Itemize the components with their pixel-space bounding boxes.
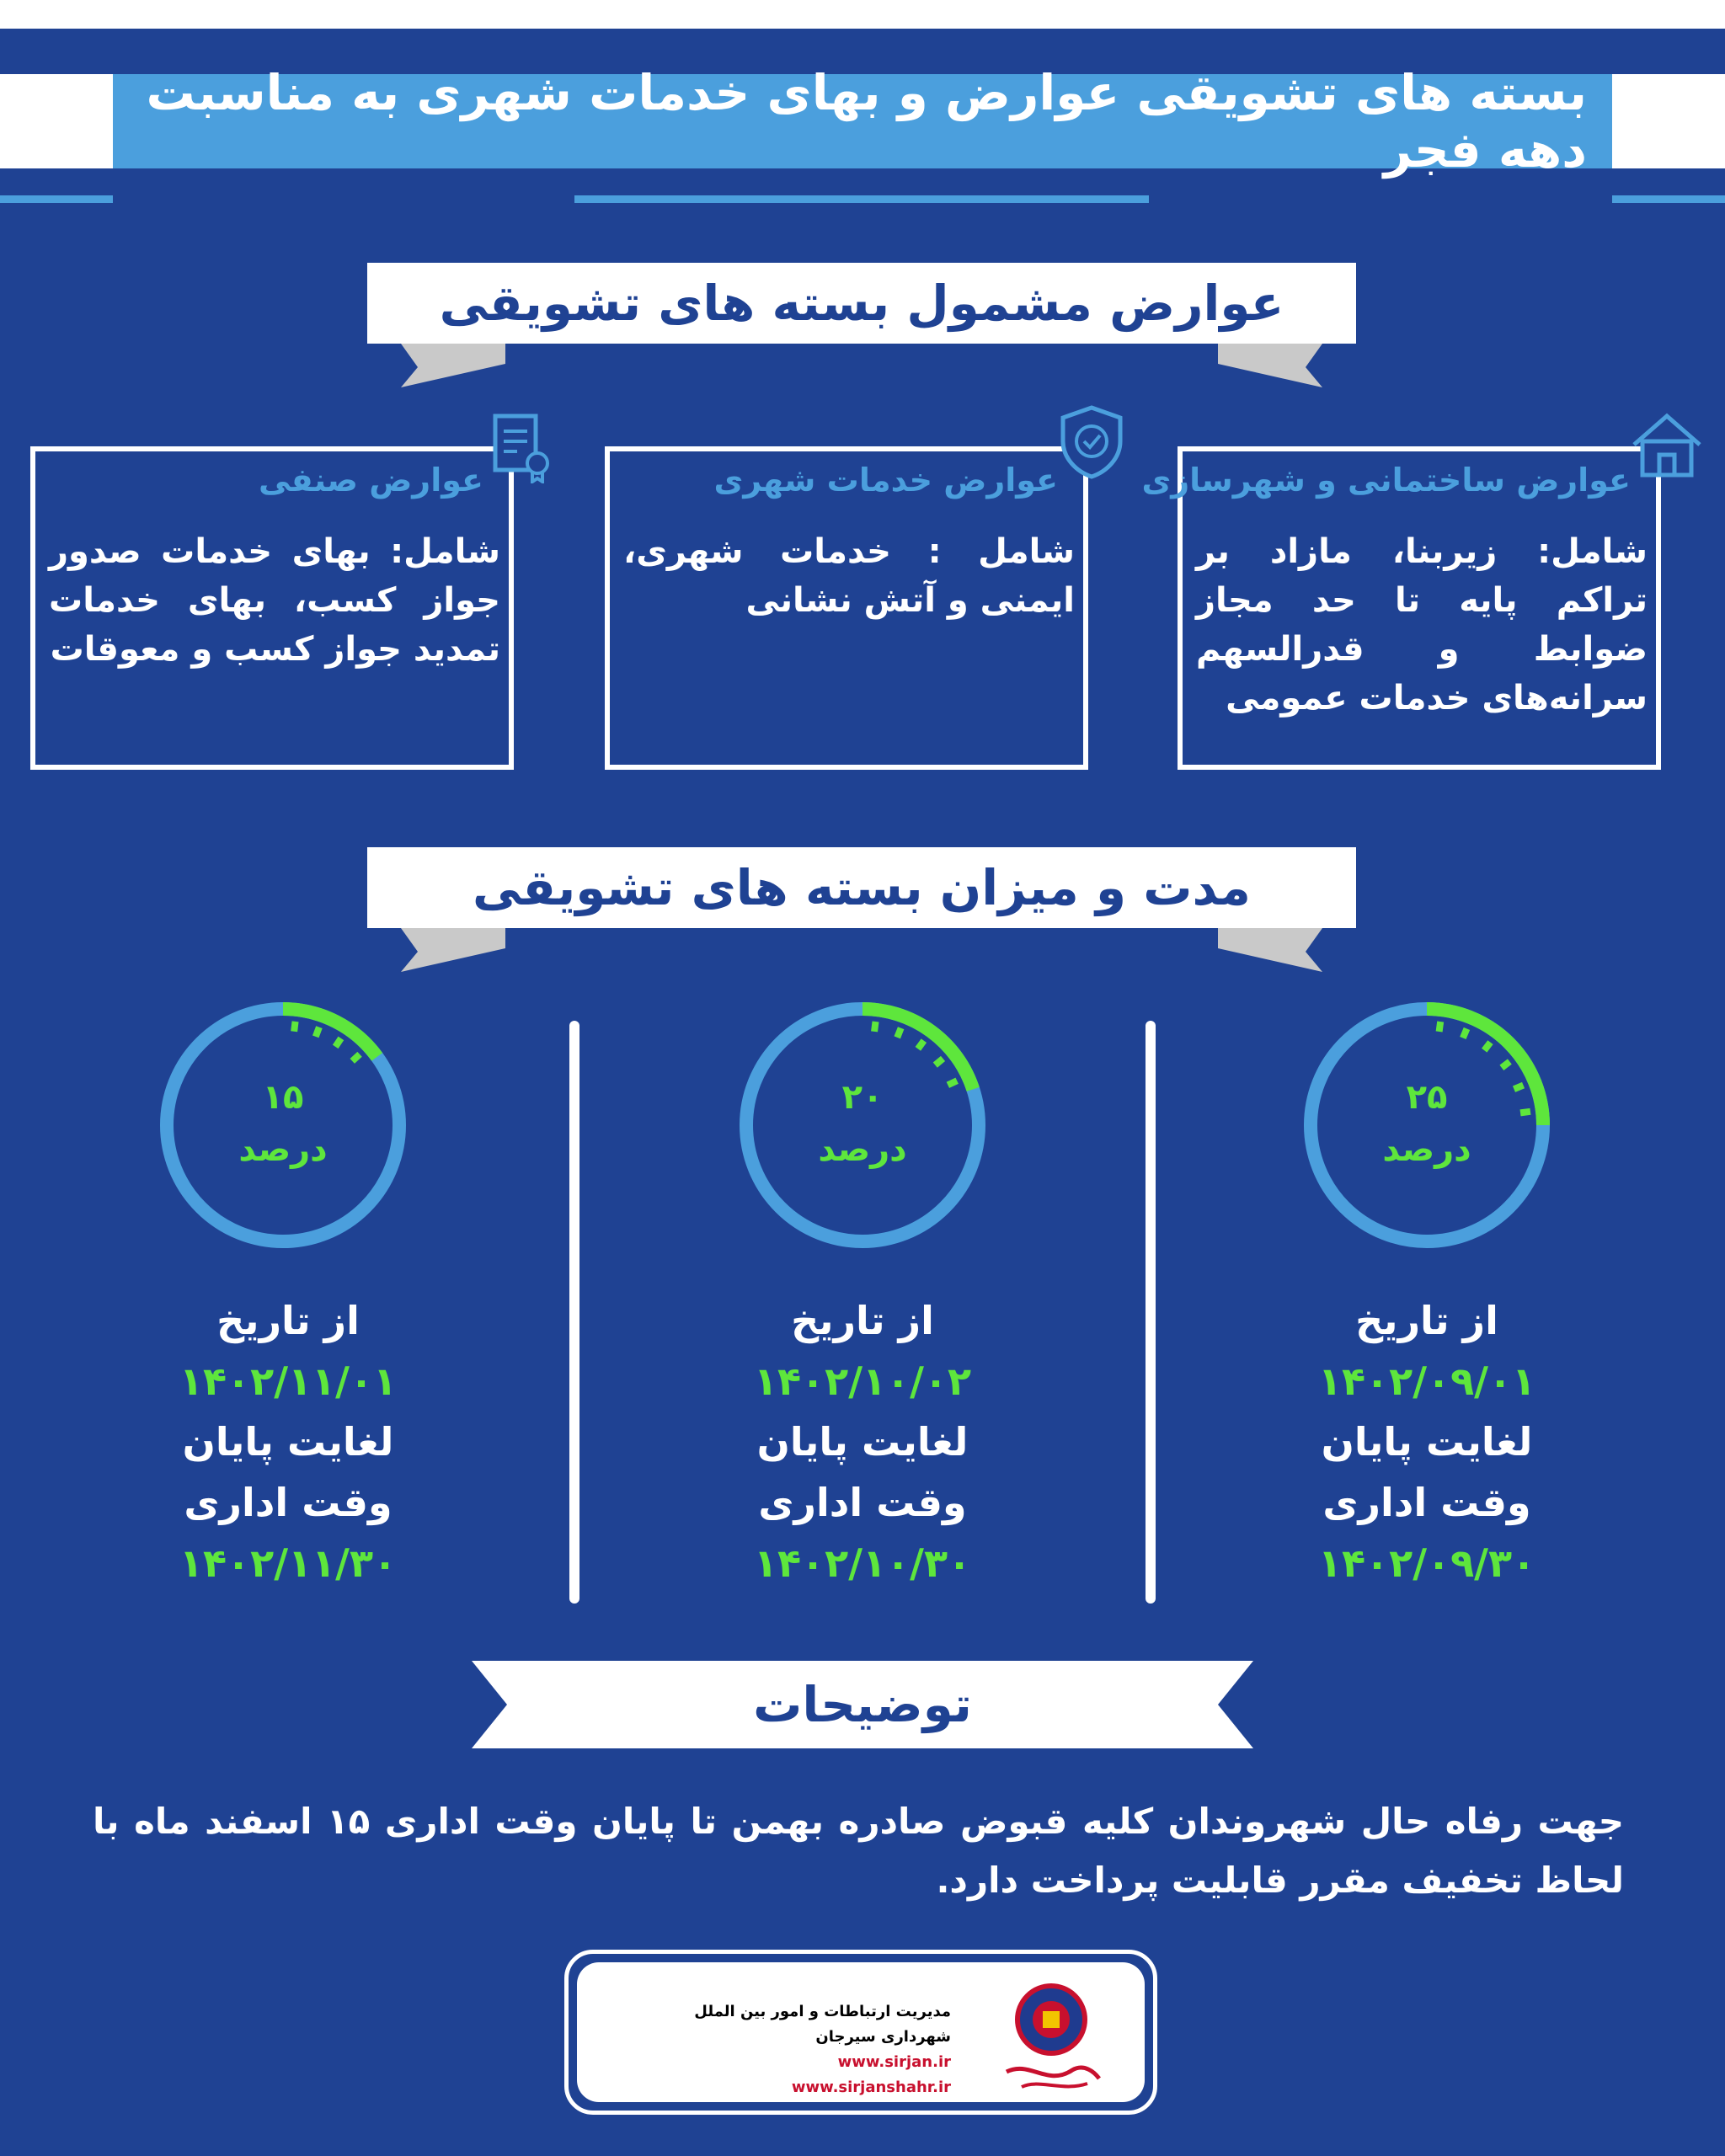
- ring-tick: [918, 1041, 924, 1049]
- ring-progress-arc: [283, 1009, 377, 1057]
- until-label: لغایت پایان: [1321, 1419, 1533, 1465]
- ring-tick: [316, 1027, 319, 1037]
- footer-line2: شهرداری سیرجان: [815, 2028, 951, 2046]
- from-date: ۱۴۰۲/۰۹/۰۱: [1317, 1358, 1536, 1404]
- ring-tick: [1502, 1062, 1510, 1068]
- until-label-2: وقت اداری: [758, 1480, 967, 1525]
- municipality-logo: [996, 1979, 1106, 2097]
- card-building: [1141, 446, 1661, 770]
- card-body: شامل: بهای خدمات صدور جواز کسب، بهای خدمات تمدید جواز کسب و معوقات: [49, 532, 500, 669]
- shield-check-icon: [1058, 404, 1125, 480]
- to-date: ۱۴۰۲/۱۱/۳۰: [179, 1540, 398, 1586]
- ring-label: [1300, 1071, 1553, 1176]
- page-title-box: [113, 64, 1612, 179]
- page-title: بسته های تشویقی عوارض و بهای خدمات شهری به مناسبت دهه فجر: [146, 64, 1587, 179]
- notes-body: جهت رفاه حال شهروندان کلیه قبوض صادره بهمن تا پایان وقت اداری ۱۵ اسفند ماه با لحاظ تخفیف مقرر قابلیت پرداخت دارد.: [93, 1801, 1624, 1901]
- card-city-services: [605, 446, 1088, 770]
- package-dates-20: [694, 1290, 1031, 1593]
- card-guild: [30, 446, 514, 770]
- percent-unit: درصد: [818, 1130, 907, 1169]
- card-title: عوارض ساختمانی و شهرسازی: [1141, 462, 1631, 499]
- certificate-icon: [487, 411, 554, 483]
- footer-line1: مدیریت ارتباطات و امور بین الملل: [694, 2003, 951, 2020]
- percent-unit: درصد: [238, 1130, 328, 1169]
- notes-banner: [472, 1661, 1253, 1748]
- section-title-1: عوارض مشمول بسته های تشویقی: [439, 275, 1284, 332]
- footer-url1[interactable]: www.sirjan.ir: [837, 2053, 951, 2071]
- to-date: ۱۴۰۲/۱۰/۳۰: [753, 1540, 972, 1586]
- ring-tick: [1439, 1022, 1441, 1032]
- ring-tick: [294, 1022, 295, 1032]
- footer-inner: [577, 1962, 1145, 2102]
- until-label-2: وقت اداری: [184, 1480, 393, 1525]
- ring-label: [157, 1071, 409, 1176]
- from-label: از تاریخ: [791, 1298, 934, 1343]
- ring-tick: [1484, 1043, 1490, 1051]
- card-body: شامل : خدمات شهری، ایمنی و آتش نشانی: [623, 532, 1075, 620]
- ring-tick: [1463, 1028, 1467, 1038]
- until-label-2: وقت اداری: [1322, 1480, 1531, 1525]
- ring-label: [736, 1071, 989, 1176]
- divider-line: [1612, 195, 1725, 203]
- header-side-right: [1612, 74, 1725, 168]
- until-label: لغایت پایان: [182, 1419, 394, 1465]
- to-date: ۱۴۰۲/۰۹/۳۰: [1317, 1540, 1536, 1586]
- ring-tick: [897, 1028, 900, 1038]
- ribbon-face: [367, 847, 1356, 928]
- header-side-left: [0, 74, 113, 168]
- ring-tick: [874, 1022, 876, 1032]
- footer-card: [564, 1950, 1157, 2115]
- card-title: عوارض خدمات شهری: [713, 462, 1058, 499]
- house-icon: [1629, 411, 1705, 478]
- column-divider: [1146, 1021, 1156, 1604]
- ring-tick: [352, 1054, 360, 1061]
- card-body: شامل: زیربنا، مازاد بر تراکم پایه تا حد مجاز ضوابط و قدرالسهم سرانه‌های خدمات عمومی: [1196, 532, 1648, 718]
- top-strip: [0, 0, 1725, 29]
- footer-url2[interactable]: www.sirjanshahr.ir: [791, 2079, 951, 2096]
- from-label: از تاریخ: [216, 1298, 360, 1343]
- divider-line: [574, 195, 1149, 203]
- column-divider: [569, 1021, 579, 1604]
- from-date: ۱۴۰۲/۱۰/۰۲: [753, 1358, 972, 1404]
- from-label: از تاریخ: [1355, 1298, 1498, 1343]
- from-date: ۱۴۰۲/۱۱/۰۱: [179, 1358, 398, 1404]
- percent-value: ۱۵: [262, 1078, 304, 1117]
- divider-line: [0, 195, 113, 203]
- package-dates-25: [1258, 1290, 1595, 1593]
- footer-text: [694, 1999, 951, 2100]
- section-ribbon-2: [367, 847, 1356, 928]
- card-title: عوارض صنفی: [258, 462, 483, 499]
- section-ribbon-1: [367, 263, 1356, 344]
- ring-tick: [935, 1059, 943, 1065]
- section-title-2: مدت و میزان بسته های تشویقی: [473, 859, 1251, 916]
- percent-value: ۲۵: [1406, 1078, 1448, 1117]
- ribbon-face: [367, 263, 1356, 344]
- ring-tick: [335, 1038, 341, 1047]
- until-label: لغایت پایان: [756, 1419, 969, 1465]
- percent-unit: درصد: [1382, 1130, 1471, 1169]
- percent-value: ۲۰: [841, 1078, 884, 1117]
- notes-title: توضیحات: [753, 1676, 972, 1733]
- package-dates-15: [120, 1290, 457, 1593]
